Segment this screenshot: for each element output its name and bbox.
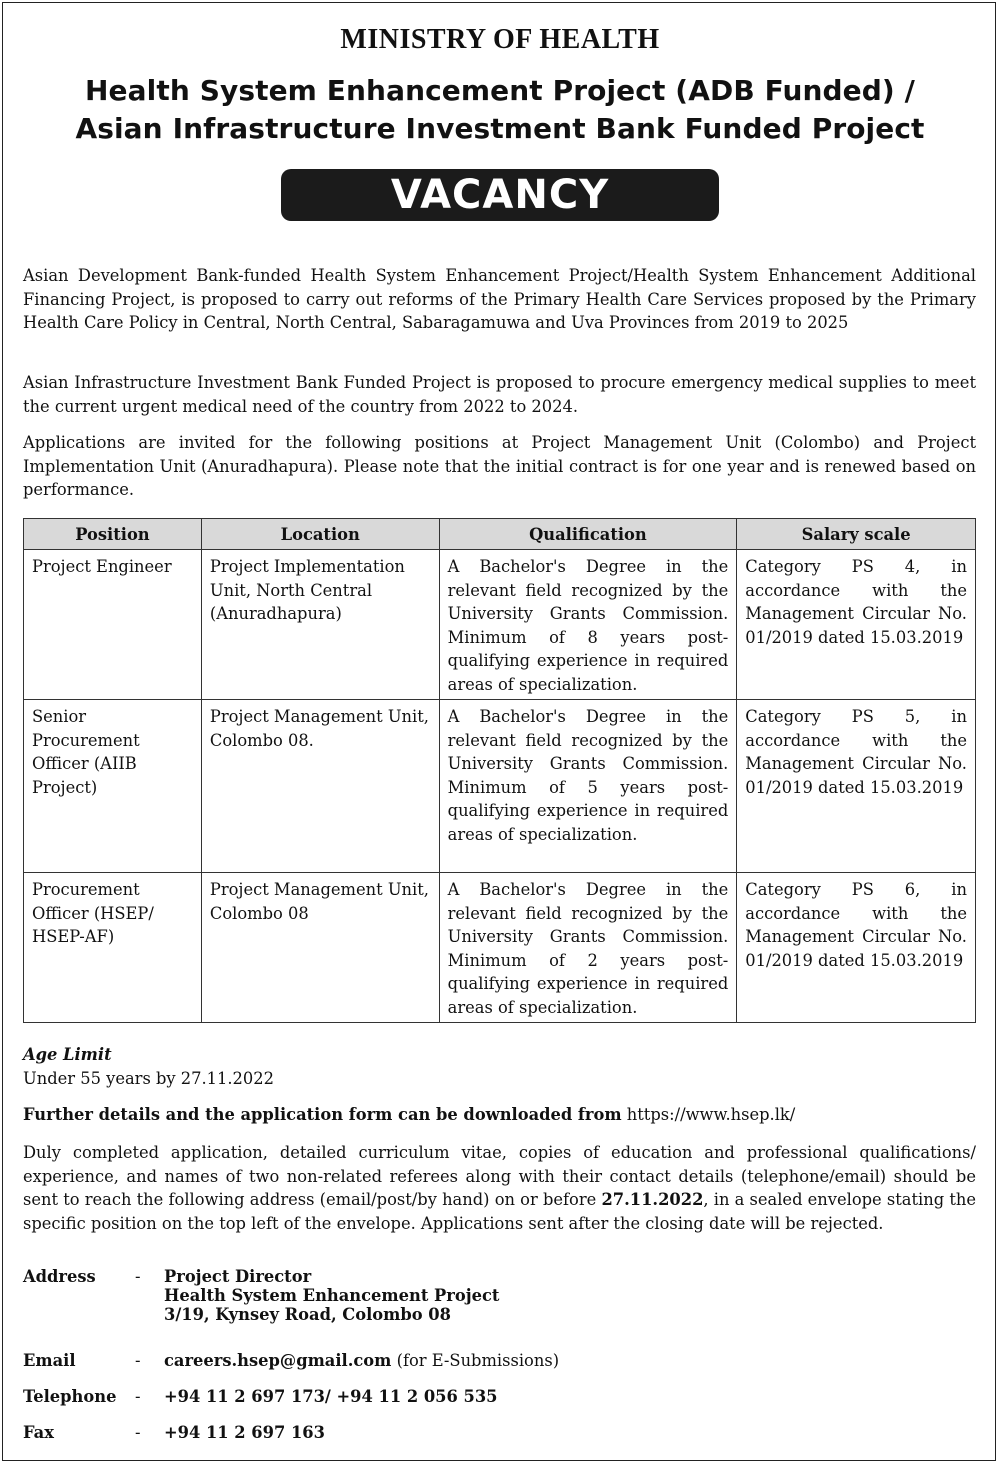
location-cell: Project Management Unit, Colombo 08 bbox=[201, 873, 439, 1023]
telephone-label: Telephone bbox=[23, 1387, 117, 1406]
location-cell: Project Implementation Unit, North Central (Anuradhapura) bbox=[201, 550, 439, 700]
address-lines bbox=[164, 1267, 499, 1324]
further-details bbox=[23, 1105, 795, 1124]
header-salary-scale: Salary scale bbox=[737, 519, 976, 550]
vacancy-table bbox=[23, 518, 976, 1023]
address-line-3: 3/19, Kynsey Road, Colombo 08 bbox=[164, 1305, 451, 1324]
intro-paragraph-1: Asian Development Bank-funded Health System Enhancement Project/Health System Enhancement Additional Financing Project, is proposed to carry out reforms of the Primary Health Care Services proposed by the Primary Health Care Policy in Central, North Central, Sabaragamuwa and Uva Provinces from 2019 to 2025 bbox=[23, 266, 976, 332]
website-link[interactable]: https://www.hsep.lk/ bbox=[626, 1105, 796, 1124]
project-title-line1: Health System Enhancement Project (ADB Funded) / bbox=[85, 74, 915, 107]
header-position: Position bbox=[24, 519, 202, 550]
closing-date: 27.11.2022 bbox=[601, 1190, 704, 1209]
location-cell: Project Management Unit, Colombo 08. bbox=[201, 700, 439, 873]
salary-cell: Category PS 6, in accordance with the Management Circular No. 01/2019 dated 15.03.2019 bbox=[737, 873, 976, 1023]
dash: - bbox=[135, 1423, 141, 1442]
submission-text-after: , in a sealed envelope stating the specific position on the top left of the envelope. Applications sent after the closing date will be rejected. bbox=[23, 1190, 976, 1233]
qualification-cell: A Bachelor's Degree in the relevant field recognized by the University Grants Commission. Minimum of 8 years post-qualifying experience in required areas of specialization. bbox=[439, 550, 737, 700]
age-limit-label: Age Limit bbox=[23, 1045, 112, 1064]
telephone-line bbox=[164, 1387, 497, 1406]
telephone-value: +94 11 2 697 173/ +94 11 2 056 535 bbox=[164, 1387, 498, 1406]
qualification-cell: A Bachelor's Degree in the relevant field recognized by the University Grants Commission. Minimum of 2 years post-qualifying experience in required areas of specialization. bbox=[439, 873, 737, 1023]
table-header-row bbox=[24, 519, 976, 550]
submission-text-before: Duly completed application, detailed curriculum vitae, copies of education and professional qualifications/ experience, and names of two non-related referees along with their contact details (telephone/email) should be sent to reach the following address (email/post/by hand) on or before bbox=[23, 1143, 976, 1209]
submission-paragraph bbox=[23, 1141, 976, 1235]
address-line-2: Health System Enhancement Project bbox=[164, 1286, 500, 1305]
table-row bbox=[24, 700, 976, 873]
header-qualification: Qualification bbox=[439, 519, 737, 550]
further-details-label: Further details and the application form can be downloaded from bbox=[23, 1105, 622, 1124]
age-limit-value: Under 55 years by 27.11.2022 bbox=[23, 1069, 274, 1088]
email-link[interactable]: careers.hsep@gmail.com bbox=[164, 1351, 392, 1370]
salary-cell: Category PS 4, in accordance with the Management Circular No. 01/2019 dated 15.03.2019 bbox=[737, 550, 976, 700]
dash: - bbox=[135, 1387, 141, 1406]
intro-paragraph-3: Applications are invited for the following positions at Project Management Unit (Colombo) and Project Implementation Unit (Anuradhapura). Please note that the initial contract is for one year and is renewed based on performance. bbox=[23, 433, 976, 499]
position-cell: Senior Procurement Officer (AIIB Project) bbox=[24, 700, 202, 873]
vacancy-banner: VACANCY bbox=[281, 169, 719, 221]
intro-paragraph-2: Asian Infrastructure Investment Bank Funded Project is proposed to procure emergency medical supplies to meet the current urgent medical need of the country from 2022 to 2024. bbox=[23, 373, 976, 416]
qualification-cell: A Bachelor's Degree in the relevant field recognized by the University Grants Commission. Minimum of 5 years post-qualifying experience in required areas of specialization. bbox=[439, 700, 737, 873]
email-label: Email bbox=[23, 1351, 76, 1370]
dash: - bbox=[135, 1351, 141, 1370]
position-cell: Procurement Officer (HSEP/ HSEP-AF) bbox=[24, 873, 202, 1023]
address-line-1: Project Director bbox=[164, 1267, 312, 1286]
salary-cell: Category PS 5, in accordance with the Management Circular No. 01/2019 dated 15.03.2019 bbox=[737, 700, 976, 873]
table-row bbox=[24, 550, 976, 700]
position-cell: Project Engineer bbox=[24, 550, 202, 700]
fax-label: Fax bbox=[23, 1423, 54, 1442]
email-note: (for E-Submissions) bbox=[396, 1351, 560, 1370]
email-line bbox=[164, 1351, 559, 1370]
header-location: Location bbox=[201, 519, 439, 550]
fax-line bbox=[164, 1423, 325, 1442]
dash: - bbox=[135, 1267, 141, 1286]
address-label: Address bbox=[23, 1267, 96, 1286]
fax-value: +94 11 2 697 163 bbox=[164, 1423, 325, 1442]
ministry-heading: MINISTRY OF HEALTH bbox=[340, 24, 660, 55]
project-title-line2: Asian Infrastructure Investment Bank Funded Project bbox=[75, 112, 925, 145]
table-row bbox=[24, 873, 976, 1023]
